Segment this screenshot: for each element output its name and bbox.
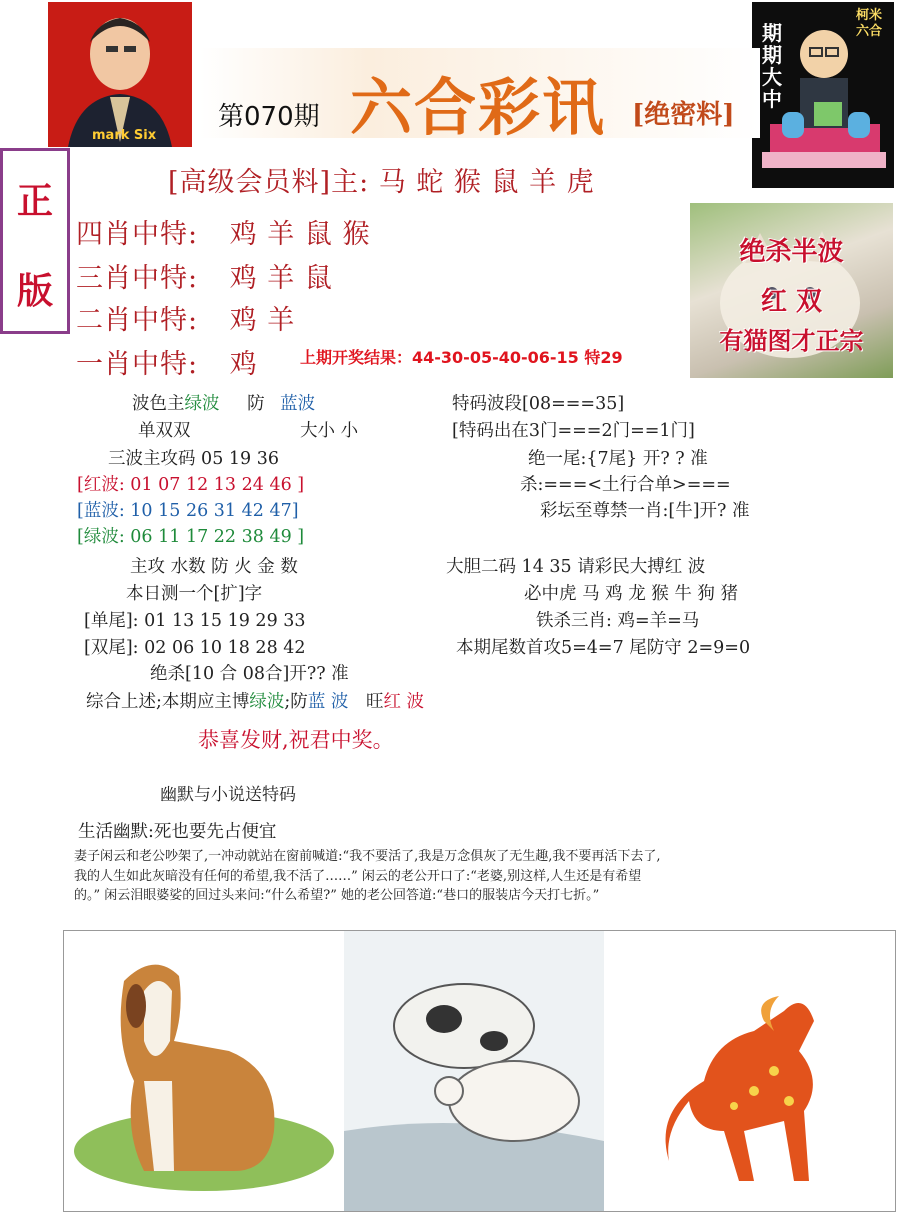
animal-illustrations [64, 931, 895, 1211]
last-draw-result: 上期开奖结果：44-30-05-40-06-15 特29 [300, 348, 623, 367]
story-line-1: 妻子闲云和老公吵架了,一冲动就站在窗前喊道:“我不要活了,我是万念俱灰了无生趣,我不要再活下去了, [74, 849, 661, 864]
story-line-3: 的。” 闲云泪眼婆娑的回过头来问:“什么希望?” 她的老公回答道:“巷口的服装店今天打七折。” [74, 888, 600, 903]
summary-mid: ;防 [284, 692, 308, 712]
element-kill: 杀:===<土行合单>=== [520, 475, 731, 495]
tail-kill: 绝一尾:{7尾} 开? ? 准 [528, 449, 708, 469]
mark-six-logo: mark Six [92, 128, 157, 143]
kill-three: 铁杀三肖: 鸡=羊=马 [536, 611, 700, 631]
wave-main-blue: 蓝波 [280, 394, 316, 414]
congrats-line: 恭喜发财,祝君中奖。 [198, 728, 394, 752]
title-tag: [绝密料] [632, 100, 735, 130]
issue-number: 第070期 [218, 102, 320, 132]
wave-main-green: 绿波 [184, 394, 220, 414]
summary-red: 红 波 [383, 692, 425, 712]
zodiac-row-one [76, 342, 258, 381]
humor-title: 生活幽默:死也要先占便宜 [78, 822, 277, 842]
zodiac-value: 鸡 [229, 349, 258, 380]
cat-line-3: 有猫图才正宗 [719, 326, 864, 355]
wave-main-label: 波色主 [132, 394, 185, 414]
summary-pre: 综合上述;本期应主博 [86, 692, 250, 712]
badge-top: 正 [16, 180, 53, 222]
animal-pictures [63, 930, 896, 1212]
summary-wang: 旺 [365, 692, 384, 712]
member-line: [高级会员料]主: 马 蛇 猴 鼠 羊 虎 [168, 167, 595, 198]
summary-line [86, 688, 424, 713]
authentic-badge [0, 148, 70, 334]
humor-note: 幽默与小说送特码 [160, 785, 296, 805]
kill-combo: 绝杀[10 合 08合]开?? 准 [150, 664, 349, 684]
zodiac-row-four [76, 212, 370, 251]
zodiac-value: 鸡 羊 [229, 305, 296, 336]
cartoon-text: 期期大中 [762, 21, 782, 111]
summary-green: 绿波 [249, 692, 285, 712]
cartoon-badge: 柯米六合 [856, 8, 883, 39]
dog-icon [74, 965, 334, 1191]
zodiac-row-three [76, 256, 333, 295]
zodiac-label: 四肖中特: [76, 219, 199, 250]
wave-main [132, 390, 315, 415]
pigs-icon [344, 931, 604, 1211]
badge-bottom: 版 [16, 270, 53, 312]
summary-blue: 蓝 波 [307, 692, 349, 712]
odd-even: 单双双 [138, 421, 191, 441]
odd-tail: [单尾]: 01 13 15 19 29 33 [84, 611, 306, 631]
zodiac-value: 鸡 羊 鼠 [229, 263, 333, 294]
host-portrait-icon [48, 2, 192, 147]
three-wave: 三波主攻码 05 19 36 [108, 449, 279, 469]
red-wave: [红波: 01 07 12 13 24 46 ] [77, 475, 305, 495]
green-wave: [绿波: 06 11 17 22 38 49 ] [77, 527, 305, 547]
even-tail: [双尾]: 02 06 10 18 28 42 [84, 638, 306, 658]
forbid-zodiac: 彩坛至尊禁一肖:[牛]开? 准 [540, 501, 750, 521]
horse-icon [666, 996, 814, 1181]
tail-attack: 本期尾数首攻5=4=7 尾防守 2=9=0 [456, 638, 751, 658]
wave-main-guard: 防 [247, 394, 265, 414]
cat-line-1: 绝杀半波 [739, 237, 844, 267]
page-title: 六合彩讯 [350, 71, 607, 144]
host-photo [48, 2, 192, 147]
must-hit: 必中虎 马 鸡 龙 猴 牛 狗 猪 [524, 584, 738, 604]
two-codes: 大胆二码 14 35 请彩民大搏红 波 [446, 557, 706, 577]
gate-line: [特码出在3门===2门==1门] [452, 421, 695, 441]
code-range: 特码波段[08===35] [452, 394, 625, 414]
cartoon-image [752, 2, 894, 188]
zodiac-label: 一肖中特: [76, 349, 199, 380]
cat-line-2: 红 双 [760, 287, 823, 317]
element-attack: 主攻 水数 防 火 金 数 [130, 557, 298, 577]
guess-character: 本日测一个[扩]字 [126, 584, 263, 604]
story-line-2: 我的人生如此灰暗没有任何的希望,我不活了……” 闲云的老公开口了:“老婆,别这样,人生还是有希望 [74, 869, 642, 884]
cat-box [690, 203, 893, 378]
zodiac-value: 鸡 羊 鼠 猴 [229, 219, 371, 250]
zodiac-label: 二肖中特: [76, 305, 199, 336]
zodiac-label: 三肖中特: [76, 263, 199, 294]
big-small: 大小 小 [300, 421, 359, 441]
zodiac-row-two [76, 298, 295, 337]
blue-wave: [蓝波: 10 15 26 31 42 47] [77, 501, 299, 521]
